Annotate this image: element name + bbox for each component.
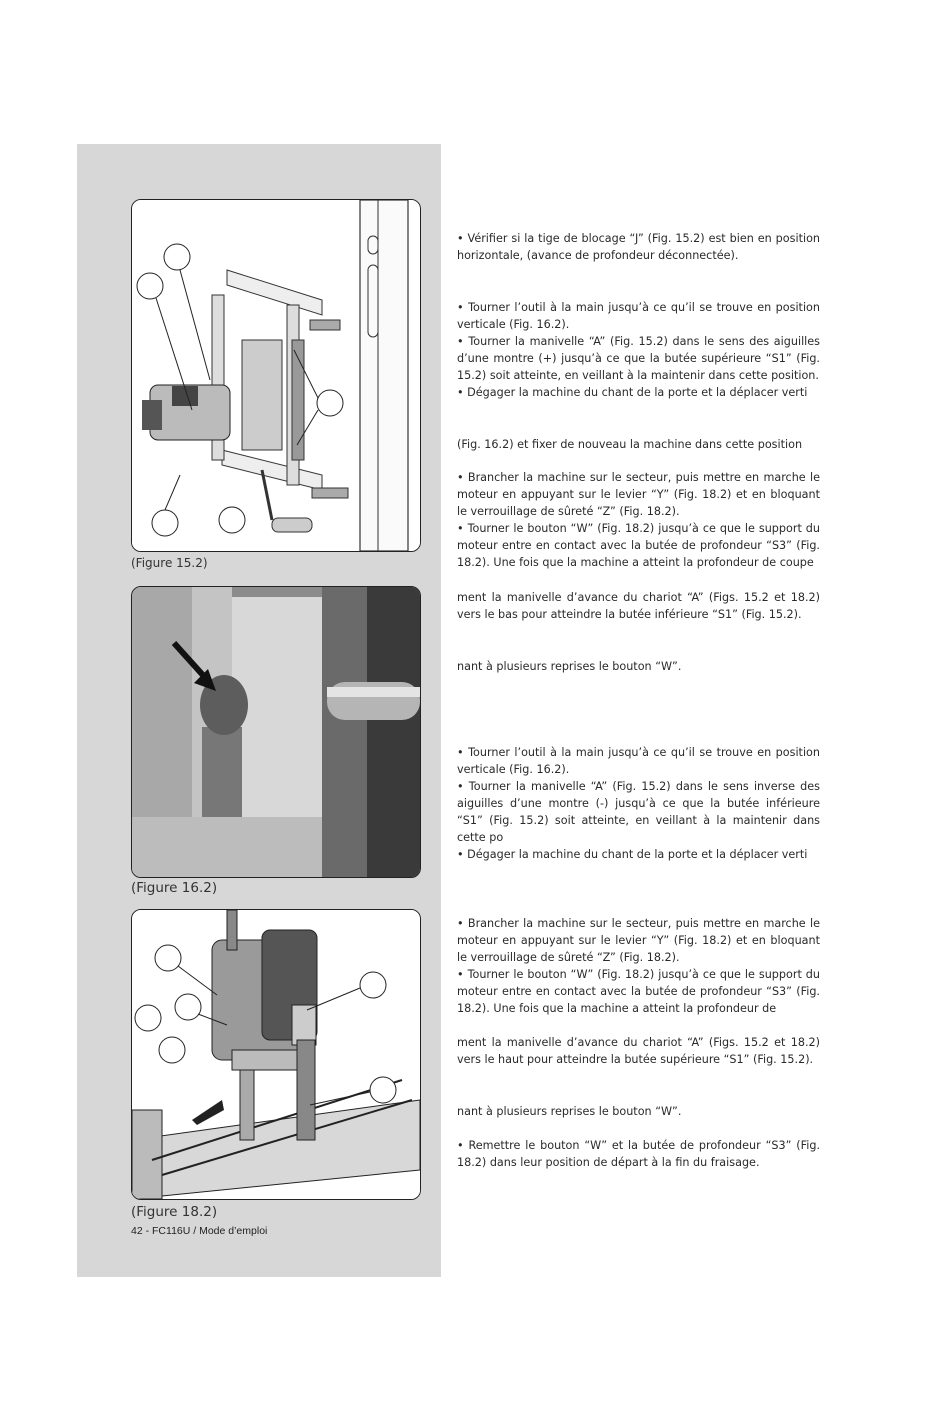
figure-15-2-caption: (Figure 15.2) <box>131 556 208 570</box>
paragraph-text: • Dégager la machine du chant de la porte et la déplacer verti <box>457 848 808 861</box>
paragraph-text: • Vérifier si la tige de blocage “J” (Fig. 15.2) est bien en position horizontale, (avance de profondeur déconnectée). <box>457 232 820 262</box>
figure-16-2-caption: (Figure 16.2) <box>131 880 218 896</box>
paragraph-text: • Tourner la manivelle “A” (Fig. 15.2) dans le sens inverse des aiguilles d’une montre (-) jusqu’à ce que la butée inférieure “S1” (Fig. 15.2) soit atteinte, en veillant à la maintenir dans cette po <box>457 780 820 844</box>
paragraph-text: nant à plusieurs reprises le bouton “W”. <box>457 1105 682 1118</box>
paragraph-text: • Brancher la machine sur le secteur, puis mettre en marche le moteur en appuyant sur le levier “Y” (Fig. 18.2) et en bloquant le verrouillage de sûreté “Z” (Fig. 18.2). <box>457 917 820 964</box>
instruction-paragraph <box>457 469 820 571</box>
instruction-paragraph <box>457 744 820 846</box>
instruction-paragraph <box>457 846 820 863</box>
instruction-paragraph <box>457 589 820 623</box>
instruction-paragraph <box>457 436 820 453</box>
paragraph-text: • Tourner l’outil à la main jusqu’à ce qu’il se trouve en position verticale (Fig. 16.2). <box>457 746 820 776</box>
paragraph-text: • Dégager la machine du chant de la porte et la déplacer verti <box>457 386 808 399</box>
instruction-paragraph <box>457 1103 820 1120</box>
figure-18-2-image <box>131 909 421 1200</box>
paragraph-text: ment la manivelle d’avance du chariot “A” (Figs. 15.2 et 18.2) vers le haut pour atteindre la butée supérieure “S1” (Fig. 15.2). <box>457 1036 820 1066</box>
page-footer: 42 - FC116U / Mode d’emploi <box>131 1225 268 1237</box>
instruction-paragraph <box>457 915 820 1017</box>
paragraph-text: • Tourner le bouton “W” (Fig. 18.2) jusqu’à ce que le support du moteur entre en contact avec la butée de profondeur “S3” (Fig. 18.2). Une fois que la machine a atteint la profondeur de <box>457 968 820 1015</box>
instruction-paragraph <box>457 1137 820 1171</box>
figure-18-2-caption: (Figure 18.2) <box>131 1204 218 1220</box>
figure-15-2-image <box>131 199 421 552</box>
instruction-paragraph <box>457 1034 820 1068</box>
instruction-paragraph <box>457 230 820 264</box>
paragraph-text: nant à plusieurs reprises le bouton “W”. <box>457 660 682 673</box>
paragraph-text: • Remettre le bouton “W” et la butée de profondeur “S3” (Fig. 18.2) dans leur position de départ à la fin du fraisage. <box>457 1139 820 1169</box>
paragraph-text: • Tourner la manivelle “A” (Fig. 15.2) dans le sens des aiguilles d’une montre (+) jusqu’à ce que la butée supérieure “S1” (Fig. 15.2) soit atteinte, en veillant à la maintenir dans cette position. <box>457 335 820 382</box>
paragraph-text: ment la manivelle d’avance du chariot “A” (Figs. 15.2 et 18.2) vers le bas pour atteindre la butée inférieure “S1” (Fig. 15.2). <box>457 591 820 621</box>
paragraph-text: (Fig. 16.2) et fixer de nouveau la machine dans cette position <box>457 438 803 451</box>
paragraph-text: • Tourner l’outil à la main jusqu’à ce qu’il se trouve en position verticale (Fig. 16.2). <box>457 301 820 331</box>
instruction-paragraph <box>457 299 820 401</box>
paragraph-text: • Brancher la machine sur le secteur, puis mettre en marche le moteur en appuyant sur le levier “Y” (Fig. 18.2) et en bloquant le verrouillage de sûreté “Z” (Fig. 18.2). <box>457 471 820 518</box>
instruction-paragraph <box>457 658 820 675</box>
figure-16-2-image <box>131 586 421 878</box>
paragraph-text: • Tourner le bouton “W” (Fig. 18.2) jusqu’à ce que le support du moteur entre en contact avec la butée de profondeur “S3” (Fig. 18.2). Une fois que la machine a atteint la profondeur de coupe <box>457 522 820 569</box>
